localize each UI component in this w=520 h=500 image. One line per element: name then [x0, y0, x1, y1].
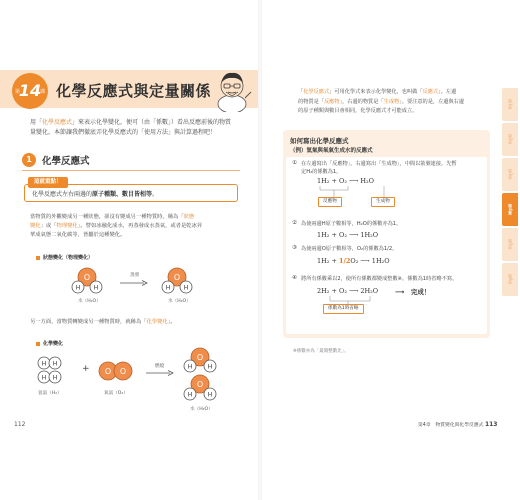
- svg-text:O: O: [119, 367, 127, 376]
- intro-part: 用「: [30, 119, 43, 126]
- svg-text:O: O: [196, 353, 204, 362]
- sub-label-text: 化學變化: [43, 341, 64, 347]
- step-line: 為使兩邊O原子數相等，O₂的係數為: [301, 246, 384, 252]
- subheading-chemical-change: [36, 340, 63, 347]
- step-line: 。: [392, 246, 398, 252]
- step-line: 定H₂的係數為1。: [301, 169, 342, 175]
- water-product-caption: 水（H₂O）: [190, 407, 213, 412]
- water-caption-before: 水（H₂O）: [78, 299, 101, 304]
- step-3-number: ③: [292, 245, 297, 251]
- chapter-tab[interactable]: 第1章: [502, 88, 518, 121]
- para-text: 」。譬如冰融化成水，再蒸發成水蒸氣，或者是乾冰昇: [77, 223, 203, 229]
- step-2-text: 為使兩邊H原子數相等，H₂O的係數亦為1。: [301, 221, 402, 227]
- svg-text:O: O: [173, 273, 181, 282]
- key-text-pre: 化學反應式左右兩邊的: [32, 191, 93, 198]
- water-caption-after: 水（H₂O）: [168, 299, 191, 304]
- svg-text:O: O: [104, 367, 112, 376]
- chapter-tab-active[interactable]: 第4章: [502, 193, 518, 226]
- sub-label-text: 狀態變化（物理變化）: [43, 255, 94, 261]
- key-point-text: [32, 189, 158, 198]
- text: 的原子種類與數目會相同，化學反應式才可能成立。: [298, 108, 418, 114]
- water-molecule-icon: [70, 266, 104, 296]
- svg-text:H: H: [93, 284, 99, 292]
- subheading-physical-change: [36, 254, 93, 261]
- svg-text:H: H: [207, 391, 213, 399]
- key-text-bold: 原子種類、數目皆相等: [92, 191, 153, 198]
- intro-part: 」來表示化學變化，便可（由「係數」）看出反應前後的物質量變化。本節讓我們徹底弄化學反應式的「使用方法」與計算過程吧！: [30, 119, 232, 136]
- footer-chapter-right: [418, 421, 497, 428]
- eq-fraction: 1/2: [339, 257, 351, 265]
- section-divider: [22, 170, 240, 171]
- hydrogen-caption: 氫氣（H₂）: [38, 391, 62, 396]
- oxygen-caption: 氧氣（O₂）: [104, 391, 128, 396]
- section-number: 1: [22, 153, 36, 167]
- how-to-title: 如何寫出化學反應式: [290, 137, 349, 145]
- text: 的物質是「: [298, 98, 324, 105]
- arrow-right-icon: [146, 370, 174, 376]
- text: 」，右邊的物質是「: [339, 98, 384, 105]
- step-1-equation: 1H₂ + O₂ ⟶ H₂O: [317, 177, 374, 185]
- para-highlight: 變化: [30, 223, 41, 229]
- eq-part: O₂ ⟶ 1H₂O: [350, 257, 390, 265]
- svg-text:H: H: [52, 374, 58, 382]
- step-1-number: ①: [292, 160, 297, 166]
- para-text: 華成氣態二氧化碳等，皆屬於這種變化。: [30, 232, 126, 238]
- step-2-equation: 1H₂ + O₂ ⟶ 1H₂O: [317, 231, 379, 239]
- chapter-tab[interactable]: 第3章: [502, 158, 518, 191]
- footnote: ※係數亦為「最簡整數比」。: [293, 349, 349, 354]
- tag-product: 生成物: [371, 197, 395, 207]
- highlight: 化學反應式: [303, 89, 330, 95]
- paragraph-chemical-change: [30, 318, 245, 327]
- lesson-number: 14: [18, 81, 42, 100]
- svg-text:H: H: [41, 374, 47, 382]
- step-4-text: 將所有係數乘以2，使所有係數都變成整數※。係數為1時省略不寫。: [301, 276, 458, 282]
- arrow-right-icon: [120, 280, 148, 286]
- chapter-side-tabs: [502, 88, 520, 298]
- lesson-pre: 第: [15, 89, 21, 95]
- water-molecules-product-icon: [182, 346, 218, 404]
- tag-reactant: 反應物: [318, 197, 342, 207]
- svg-text:H: H: [187, 363, 193, 371]
- page-number-right: 113: [484, 421, 498, 428]
- step-line: 在左邊寫出「反應物」，右邊寫出「生成物」，中間以箭號連接。先暫: [301, 161, 457, 167]
- svg-text:H: H: [187, 391, 193, 399]
- text: 「: [298, 89, 304, 95]
- how-to-subtitle: （例）氫氣與氧氣生成水的反應式: [290, 148, 373, 154]
- section-title: 化學反應式: [42, 156, 90, 167]
- chapter-tab[interactable]: 第5章: [502, 228, 518, 261]
- step-3-text: [301, 245, 481, 253]
- svg-text:O: O: [83, 273, 91, 282]
- para-text: 另一方面，當物質轉變成另一種物質時，就稱為「: [30, 319, 147, 325]
- step-3-equation: [317, 257, 390, 265]
- tag-omit-one: 係數為1時省略: [323, 304, 364, 314]
- svg-text:H: H: [183, 284, 189, 292]
- highlight: 生成物: [383, 98, 400, 105]
- para-highlight: 物理變化: [56, 223, 78, 229]
- text: 」。要注意的是，左邊與右邊: [399, 98, 465, 105]
- svg-text:H: H: [207, 363, 213, 371]
- para-text: 當物質的外觀變成另一種狀態，卻沒有變成另一種物質時，稱為「: [30, 214, 184, 220]
- svg-text:H: H: [165, 284, 171, 292]
- paragraph-state-change: [30, 213, 245, 240]
- fraction: 1/2: [383, 246, 393, 252]
- highlight: 反應物: [323, 98, 340, 105]
- step-1-text: [301, 160, 481, 176]
- step-4-equation: 2H₂ + O₂ ⟶ 2H₂O: [317, 287, 379, 295]
- svg-text:H: H: [52, 360, 58, 368]
- svg-text:H: H: [41, 360, 47, 368]
- oxygen-molecule-icon: [98, 360, 134, 382]
- step-2-number: ②: [292, 220, 297, 226]
- burn-label: 燃燒: [155, 364, 165, 369]
- para-highlight: 狀態: [183, 214, 195, 220]
- para-text: 」。: [167, 319, 176, 325]
- key-text-post: 。: [152, 191, 159, 198]
- chapter-tab[interactable]: 第2章: [502, 123, 518, 156]
- eq-part: 1H₂ +: [317, 257, 339, 265]
- intro-text: [30, 118, 235, 138]
- key-point-tag: 這就重點！: [28, 177, 68, 188]
- lesson-post: 課: [39, 89, 45, 95]
- footer-chapter-text: 第4章 物質變化與化學反應式: [418, 423, 484, 428]
- para-text: 」或「: [40, 223, 57, 229]
- hydrogen-molecule-icon: [36, 356, 64, 384]
- step-4-number: ④: [292, 275, 297, 281]
- plus-sign: +: [82, 364, 90, 374]
- right-intro-text: [298, 88, 486, 117]
- evaporate-label: 蒸發: [130, 273, 140, 278]
- teacher-illustration-icon: [208, 66, 254, 112]
- page-title: 化學反應式與定量關係: [56, 82, 212, 100]
- svg-text:O: O: [196, 380, 204, 389]
- lesson-badge: [12, 73, 48, 109]
- text: 」可用化學式來表示化學變化，也叫做「: [329, 89, 423, 95]
- complete-label: ⟶ 完成！: [395, 288, 431, 296]
- water-molecule-icon: [160, 266, 194, 296]
- para-highlight: 化學變化: [146, 319, 168, 325]
- highlight: 反應式: [422, 89, 439, 95]
- intro-highlight: 化學反應式: [42, 119, 73, 126]
- svg-text:H: H: [75, 284, 81, 292]
- chapter-tab[interactable]: 第6章: [502, 263, 518, 296]
- page-number-left: 112: [14, 421, 26, 428]
- text: 」。左邊: [438, 89, 457, 95]
